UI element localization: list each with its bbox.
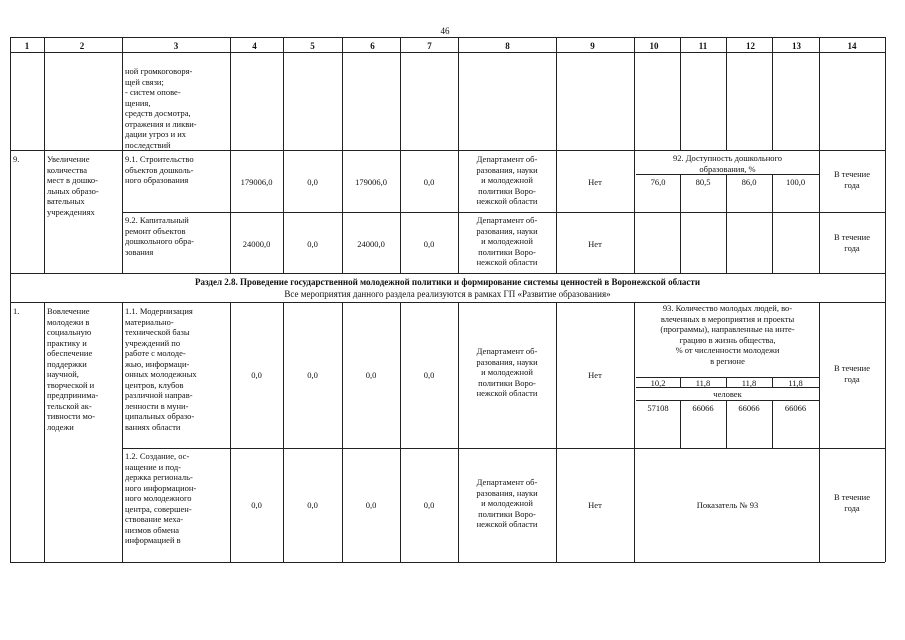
row9-1-col6: 179006,0 [355, 177, 387, 187]
row9-1-col7: 0,0 [423, 177, 435, 187]
row9-1-col9: Нет [588, 177, 602, 187]
indicator-92-title: 92. Доступность дошкольного образования, % [672, 153, 783, 174]
row1-1-executor: Департамент об- разования, науки и молодежной политики Воро- нежской области [476, 346, 538, 398]
row9-1-col5: 0,0 [307, 177, 318, 187]
row1-1-col5: 0,0 [307, 370, 318, 380]
row9-1-col4: 179006,0 [240, 177, 273, 187]
indicator-93-unit: человек [713, 389, 742, 399]
row9-1-measure: 9.1. Строительство объектов дошколь- ного образования [125, 154, 194, 185]
col-header-1: 1 [24, 41, 30, 51]
row1-2-col5: 0,0 [307, 500, 318, 510]
row9-number: 9. [13, 154, 20, 164]
indicator-92-value-1: 76,0 [650, 177, 666, 187]
indicator-93-people-1: 57108 [647, 403, 669, 413]
indicator-93-pct-2: 11,8 [695, 378, 711, 388]
row1-number: 1. [13, 306, 20, 316]
col-header-10: 10 [649, 41, 659, 51]
row9-2-executor: Департамент об- разования, науки и молодежной политики Воро- нежской области [476, 215, 538, 267]
col-header-9: 9 [590, 41, 595, 51]
row1-2-term: В течение года [834, 492, 870, 513]
row9-2-col5: 0,0 [307, 239, 318, 249]
page-number: 46 [440, 26, 450, 36]
col-header-8: 8 [505, 41, 510, 51]
col-header-14: 14 [847, 41, 857, 51]
indicator-93-pct-1: 10,2 [650, 378, 666, 388]
indicator-93-people-4: 66066 [784, 403, 807, 413]
col-header-11: 11 [698, 41, 708, 51]
row1-1-col4: 0,0 [251, 370, 262, 380]
col-header-3: 3 [173, 41, 179, 51]
section-title: Раздел 2.8. Проведение государственной молодежной политики и формирование системы ценностей в Воронежской области [194, 277, 701, 287]
indicator-93-people-3: 66066 [738, 403, 760, 413]
row9-2-col4: 24000,0 [242, 239, 271, 249]
indicator-92-value-2: 80,5 [695, 177, 711, 187]
row9-2-col6: 24000,0 [357, 239, 385, 249]
col-header-2: 2 [79, 41, 85, 51]
row1-2-col6: 0,0 [365, 500, 377, 510]
col-header-4: 4 [252, 41, 257, 51]
row9-2-measure: 9.2. Капитальный ремонт объектов дошкольного обра- зования [125, 215, 194, 257]
row9-1-term: В течение года [834, 169, 870, 190]
indicator-93-pct-4: 11,8 [788, 378, 803, 388]
indicator-92-value-3: 86,0 [741, 177, 757, 187]
row1-2-col9: Нет [588, 500, 602, 510]
indicator-93-pct-3: 11,8 [741, 378, 757, 388]
col-header-6: 6 [370, 41, 375, 51]
indicator-92-value-4: 100,0 [785, 177, 806, 187]
row1-name: Вовлечение молодежи в социальную практику и обеспечение поддержки научной, творческой и предпринима- тельской ак- тивности мо- лодежи [47, 306, 99, 432]
indicator-93-people-2: 66066 [692, 403, 714, 413]
row9-2-col7: 0,0 [423, 239, 435, 249]
indicator-reference: Показатель № 93 [696, 500, 759, 510]
col-header-13: 13 [792, 41, 801, 51]
section-subtitle: Все мероприятия данного раздела реализуются в рамках ГП «Развитие образования» [284, 289, 611, 299]
row9-2-col9: Нет [588, 239, 602, 249]
row1-2-col7: 0,0 [423, 500, 435, 510]
row1-2-executor: Департамент об- разования, науки и молодежной политики Воро- нежской области [476, 477, 538, 529]
row1-2-col4: 0,0 [251, 500, 262, 510]
row1-1-term: В течение года [834, 363, 870, 384]
continuation-measure-text: ной громкоговоря- щей связи; - систем опове- щения, средств досмотра, отражения и ликви- дации угроз и их последствий [125, 66, 197, 150]
row9-2-term: В течение года [834, 232, 870, 253]
col-header-5: 5 [310, 41, 315, 51]
row1-1-col7: 0,0 [423, 370, 435, 380]
col-header-7: 7 [427, 41, 432, 51]
row9-name: Увеличение количества мест в дошко- льных образо- вательных учреждениях [47, 154, 99, 217]
row1-1-col6: 0,0 [365, 370, 377, 380]
row1-1-measure: 1.1. Модернизация материально- технической базы учреждений по работе с молоде- жью, информаци- онных молодежных центров, клубов различной направ- ленности в муни- ципальных образо- ваниях области [125, 306, 197, 432]
col-header-12: 12 [746, 41, 755, 51]
row9-1-executor: Департамент об- разования, науки и молодежной политики Воро- нежской области [476, 154, 538, 206]
row1-2-measure: 1.2. Создание, ос- нащение и под- держка региональ- ного информацион- ного молодежного центра, совершен- ствование меха- низмов обмена информацией в [125, 451, 197, 545]
indicator-93-title: 93. Количество молодых людей, во- влеченных в мероприятия и проекты (программы), направленные на инте- грацию в жизнь общества, % от численности молодежи в регионе [660, 303, 795, 366]
row1-1-col9: Нет [588, 370, 602, 380]
